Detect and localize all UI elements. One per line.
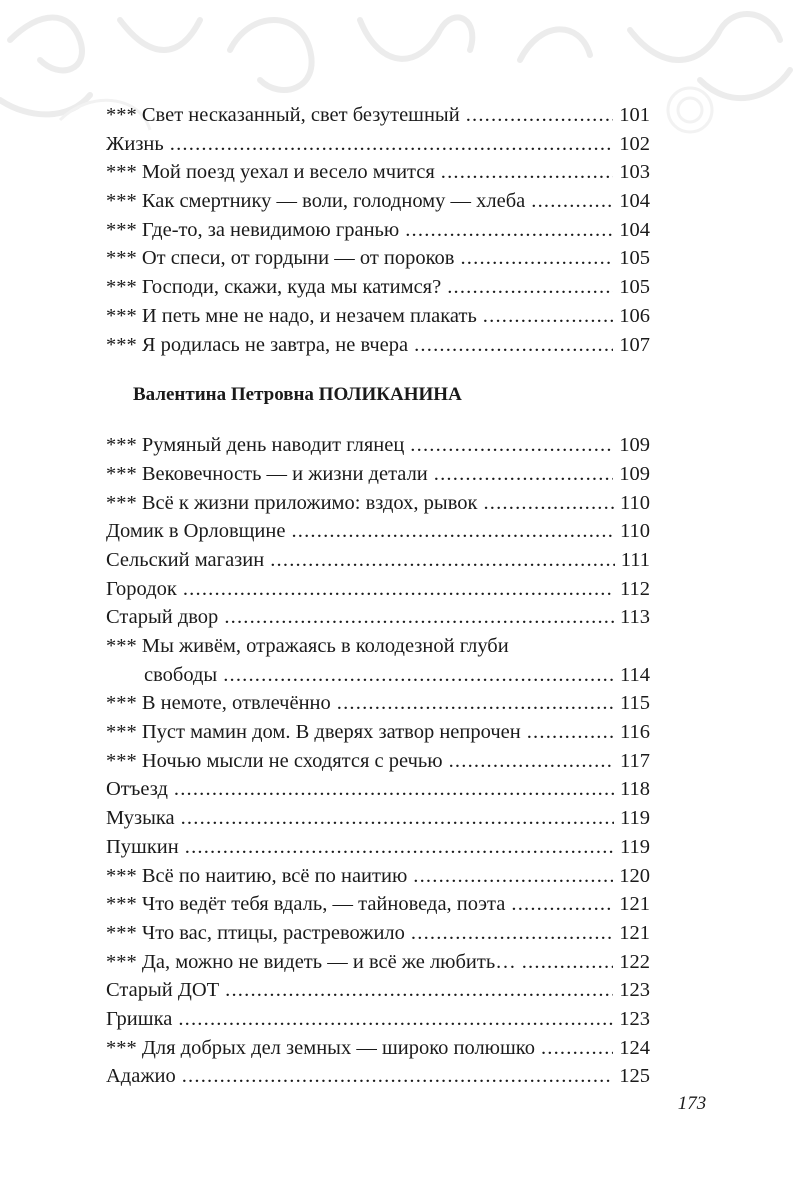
- toc-entry-page: 110: [620, 491, 650, 514]
- toc-entry-title: *** Для добрых дел земных — широко полюшко: [106, 1036, 535, 1059]
- toc-entry-title: *** Где-то, за невидимою гранью: [106, 218, 400, 241]
- toc-entry-page: 114: [620, 663, 650, 686]
- toc-entry: [106, 919, 650, 948]
- leader-dots: [447, 273, 613, 302]
- toc-entry: [106, 775, 650, 804]
- toc-entry-title: Старый ДОТ: [106, 979, 220, 1002]
- toc-entry: [106, 1005, 650, 1034]
- toc-entry-title: Отъезд: [106, 778, 168, 801]
- toc-entry-page: 113: [620, 606, 650, 629]
- toc-entry-page: 119: [620, 835, 650, 858]
- leader-dots: [181, 804, 614, 833]
- toc-entry: [106, 804, 650, 833]
- leader-dots: [183, 575, 614, 604]
- toc-entry-page: 117: [620, 749, 650, 772]
- toc-entry-page: 120: [619, 864, 650, 887]
- toc-entry: [106, 948, 650, 977]
- toc-entry: [106, 244, 650, 273]
- toc-entry-title: *** Как смертнику — воли, голодному — хлеба: [106, 190, 526, 213]
- toc-entry: [106, 833, 650, 862]
- toc-entry: [106, 273, 650, 302]
- leader-dots: [405, 216, 613, 245]
- leader-dots: [483, 489, 614, 518]
- leader-dots: [511, 890, 613, 919]
- leader-dots: [466, 101, 614, 130]
- toc-entry-title: Музыка: [106, 807, 175, 830]
- leader-dots: [522, 948, 614, 977]
- leader-dots: [291, 517, 614, 546]
- toc-entry-page: 101: [619, 104, 650, 126]
- toc-group-2a: [106, 431, 650, 632]
- toc-entry-page: 119: [620, 807, 650, 830]
- toc-entry-multiline-first: [106, 632, 650, 661]
- toc-entry-title: *** Румяный день наводит глянец: [106, 434, 405, 457]
- toc-entry-title: *** Я родилась не завтра, не вчера: [106, 333, 409, 356]
- toc-entry-title: *** Всё к жизни приложимо: вздох, рывок: [106, 491, 478, 514]
- leader-dots: [411, 919, 613, 948]
- toc-entry: [106, 331, 650, 360]
- toc-entry-page: 104: [619, 190, 650, 213]
- toc-entry-page: 122: [619, 950, 650, 973]
- toc-entry-title: *** Ночью мысли не сходятся с речью: [106, 749, 443, 772]
- toc-entry-page: 109: [619, 462, 650, 485]
- toc-entry: [106, 130, 650, 159]
- leader-dots: [224, 603, 614, 632]
- toc-entry-page: 102: [619, 132, 650, 155]
- toc-entry: [106, 489, 650, 518]
- toc-entry-page: 109: [619, 434, 650, 457]
- table-of-contents: [106, 101, 650, 1091]
- leader-dots: [414, 331, 613, 360]
- leader-dots: [531, 187, 613, 216]
- leader-dots: [174, 775, 614, 804]
- toc-entry-title: *** Что ведёт тебя вдаль, — тайноведа, поэта: [106, 893, 506, 916]
- toc-entry-page: 118: [620, 778, 650, 801]
- toc-entry-title: Сельский магазин: [106, 548, 265, 571]
- toc-entry-title: Старый двор: [106, 606, 219, 629]
- leader-dots: [337, 689, 614, 718]
- toc-entry-page: 106: [619, 304, 650, 327]
- toc-entry-page: 112: [620, 577, 650, 600]
- toc-entry-title: *** Мы живём, отражаясь в колодезной глуби: [106, 635, 509, 657]
- leader-dots: [413, 862, 613, 891]
- leader-dots: [527, 718, 614, 747]
- leader-dots: [182, 1062, 614, 1091]
- toc-entry-title: *** Пуст мамин дом. В дверях затвор непрочен: [106, 721, 521, 744]
- toc-entry-title: *** Да, можно не видеть — и всё же любить…: [106, 950, 516, 973]
- toc-entry-title: Домик в Орловщине: [106, 520, 286, 543]
- leader-dots: [483, 302, 613, 331]
- toc-entry-title: Жизнь: [106, 132, 164, 155]
- toc-entry: [106, 1062, 650, 1091]
- toc-entry-title: *** От спеси, от гордыни — от пороков: [106, 247, 455, 270]
- toc-entry-title: Адажио: [106, 1065, 176, 1088]
- toc-entry-title: *** Мой поезд уехал и весело мчится: [106, 161, 435, 184]
- toc-entry-page: 123: [619, 1007, 650, 1030]
- toc-entry-title: *** Господи, скажи, куда мы катимся?: [106, 276, 442, 299]
- leader-dots: [223, 661, 614, 690]
- page-number: 173: [677, 1093, 707, 1114]
- toc-entry: [106, 546, 650, 575]
- toc-entry-page: 103: [619, 161, 650, 184]
- toc-entry-title: Пушкин: [106, 835, 179, 858]
- toc-entry: [106, 1034, 650, 1063]
- toc-entry: [106, 431, 650, 460]
- toc-entry-page: 105: [619, 247, 650, 270]
- leader-dots: [449, 747, 614, 776]
- toc-entry-multiline-cont: [106, 661, 650, 690]
- toc-entry: [106, 101, 650, 130]
- toc-entry: [106, 747, 650, 776]
- toc-entry: [106, 460, 650, 489]
- toc-entry: [106, 718, 650, 747]
- toc-entry: [106, 517, 650, 546]
- leader-dots: [178, 1005, 613, 1034]
- toc-group-2b: [106, 689, 650, 1091]
- toc-entry-title: *** Что вас, птицы, растревожило: [106, 921, 405, 944]
- toc-entry-page: 121: [619, 921, 650, 944]
- toc-entry-title: *** Вековечность — и жизни детали: [106, 462, 428, 485]
- toc-entry-title: *** Свет несказанный, свет безутешный: [106, 104, 460, 126]
- leader-dots: [185, 833, 614, 862]
- toc-entry-page: 125: [619, 1065, 650, 1088]
- leader-dots: [225, 976, 613, 1005]
- toc-entry-title: Городок: [106, 577, 177, 600]
- toc-entry-page: 111: [620, 548, 650, 571]
- toc-entry-page: 123: [619, 979, 650, 1002]
- toc-entry: [106, 302, 650, 331]
- leader-dots: [441, 158, 613, 187]
- leader-dots: [434, 460, 613, 489]
- leader-dots: [460, 244, 613, 273]
- toc-group-1: [106, 101, 650, 359]
- toc-entry-title: Гришка: [106, 1007, 173, 1030]
- toc-entry-title: *** В немоте, отвлечённо: [106, 692, 331, 715]
- toc-entry-title: *** И петь мне не надо, и незачем плакать: [106, 304, 477, 327]
- author-heading: Валентина Петровна ПОЛИКАНИНА: [133, 384, 462, 406]
- leader-dots: [541, 1034, 613, 1063]
- toc-entry: [106, 216, 650, 245]
- toc-entry-title: свободы: [144, 663, 218, 686]
- toc-entry-title: *** Всё по наитию, всё по наитию: [106, 864, 408, 887]
- toc-entry-page: 105: [619, 276, 650, 299]
- toc-entry-page: 121: [619, 893, 650, 916]
- toc-entry: [106, 976, 650, 1005]
- toc-entry: [106, 187, 650, 216]
- leader-dots: [270, 546, 615, 575]
- toc-entry: [106, 689, 650, 718]
- toc-entry-page: 116: [620, 721, 650, 744]
- toc-entry-page: 124: [619, 1036, 650, 1059]
- leader-dots: [410, 431, 613, 460]
- toc-entry: [106, 158, 650, 187]
- toc-entry-page: 115: [620, 692, 650, 715]
- toc-entry-page: 104: [619, 218, 650, 241]
- toc-entry: [106, 890, 650, 919]
- toc-entry: [106, 862, 650, 891]
- toc-entry: [106, 603, 650, 632]
- toc-entry-page: 110: [620, 520, 650, 543]
- toc-entry: [106, 575, 650, 604]
- leader-dots: [170, 130, 613, 159]
- toc-entry-page: 107: [619, 333, 650, 356]
